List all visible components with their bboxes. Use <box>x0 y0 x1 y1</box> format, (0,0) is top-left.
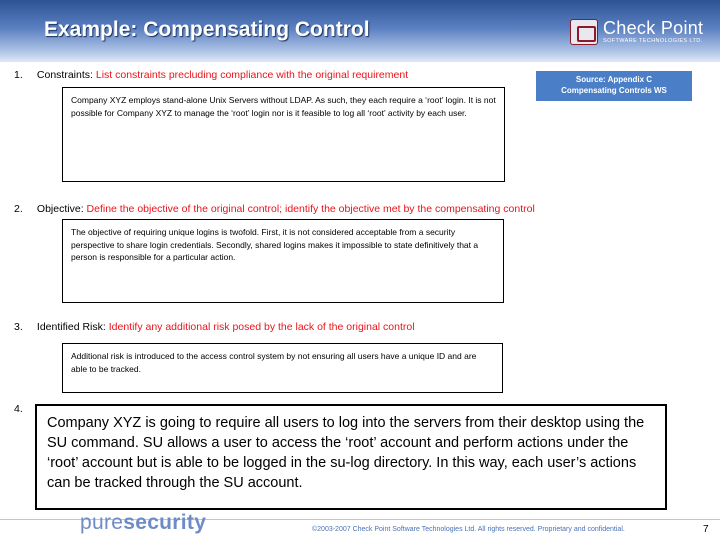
item-prompt: Define the objective of the original control; identify the objective met by the compensating control <box>86 203 535 215</box>
item-prompt: Identify any additional risk posed by the lack of the original control <box>108 321 415 333</box>
source-line-2: Compensating Controls WS <box>561 86 667 95</box>
check-point-logo-icon <box>570 19 598 45</box>
source-box <box>536 71 692 101</box>
item-prompt: List constraints precluding compliance with the original requirement <box>95 69 409 81</box>
slide-title: Example: Compensating Control <box>44 18 370 41</box>
constraints-heading <box>14 69 408 81</box>
brand-part-1: pure <box>80 511 124 534</box>
item-number: 1. <box>14 69 23 81</box>
item-number: 3. <box>14 321 23 333</box>
item-label: Identified Risk: <box>36 321 106 333</box>
item-label: Constraints: <box>36 69 93 81</box>
objective-heading <box>14 203 535 215</box>
identified-risk-heading <box>14 321 415 333</box>
objective-answer-box: The objective of requiring unique logins is twofold. First, it is not considered acceptable from a security perspective to share login credentials. Secondly, shared logins makes it impossible to state definitively that a person is responsible for a particular action. <box>62 219 504 303</box>
source-line-1: Source: Appendix C <box>575 75 653 84</box>
item-4-number: 4. <box>14 403 23 415</box>
check-point-logo <box>570 18 712 48</box>
logo-subtitle: SOFTWARE TECHNOLOGIES LTD. <box>603 38 703 44</box>
item-label: Objective: <box>36 203 84 215</box>
logo-name: Check Point <box>603 18 704 38</box>
page-number: 7 <box>703 524 709 535</box>
copyright-text: ©2003-2007 Check Point Software Technologies Ltd. All rights reserved. Proprietary and confidential. <box>312 526 625 533</box>
constraints-answer-box: Company XYZ employs stand-alone Unix Servers without LDAP. As such, they each require a ‘root’ login. It is not possible for Company XYZ to manage the ‘root’ login nor is it feasible to log all ‘root’ activity by each user. <box>62 87 505 182</box>
slide-header <box>0 0 720 62</box>
pure-security-brand <box>80 507 206 539</box>
item-number: 2. <box>14 203 23 215</box>
identified-risk-answer-box: Additional risk is introduced to the access control system by not ensuring all users have a unique ID and are able to be tracked. <box>62 343 503 393</box>
compensating-control-answer-box: Company XYZ is going to require all users to log into the servers from their desktop using the SU command. SU allows a user to access the ‘root’ account and perform actions under the ‘root’ account but is able to be logged in the su-log directory. In this way, each user’s actions can be tracked through the SU account. <box>35 404 667 510</box>
brand-part-2: security <box>123 511 207 534</box>
